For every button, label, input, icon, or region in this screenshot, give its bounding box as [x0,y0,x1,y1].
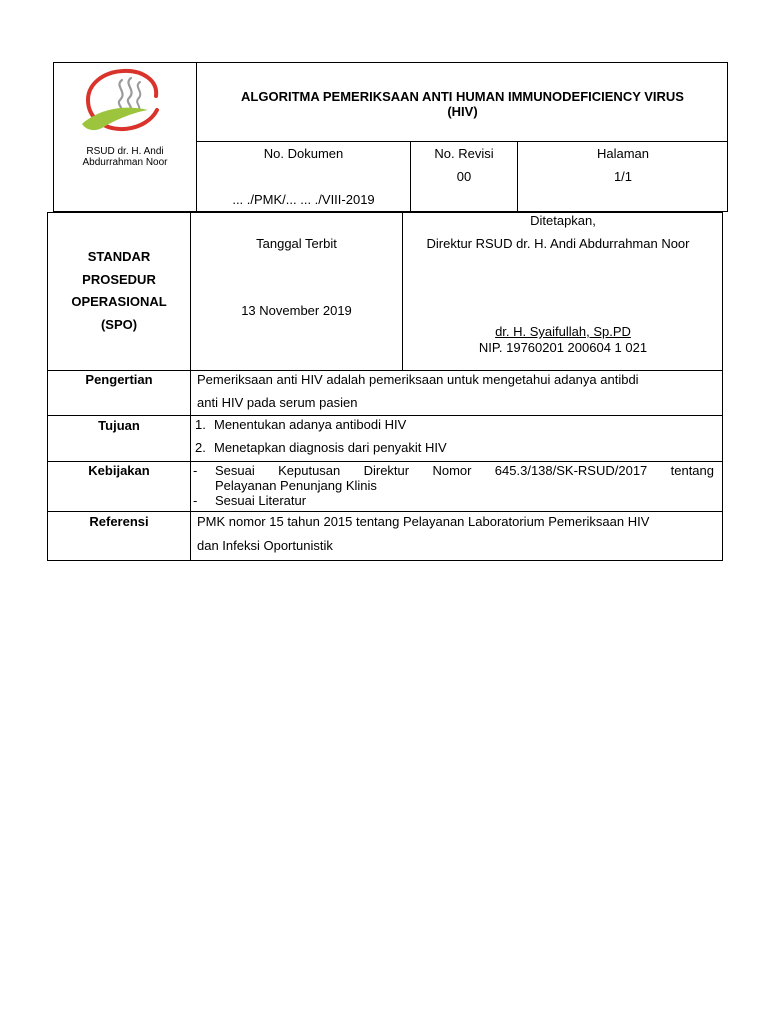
approver-name-text: dr. H. Syaifullah, Sp.PD [495,324,631,339]
spo-label [48,246,190,336]
kebijakan-item1-line2: Pelayanan Penunjang Klinis [215,478,377,493]
approver-nip: NIP. 19760201 200604 1 021 [478,340,648,355]
referensi-label: Referensi [89,514,149,529]
kebijakan-label: Kebijakan [88,463,150,478]
tujuan-label: Tujuan [98,418,140,433]
pengertian-line1: Pemeriksaan anti HIV adalah pemeriksaan untuk mengetahui adanya antibdi [197,372,639,387]
row-divider-1 [47,370,723,371]
header-divider-title [196,141,728,142]
referensi-line1: PMK nomor 15 tahun 2015 tentang Pelayanan Laboratorium Pemeriksaan HIV [197,514,650,529]
row-divider-4 [47,511,723,512]
approved-label: Ditetapkan, [530,213,596,228]
kebijakan-item1-bullet: - [193,463,198,478]
hospital-name [56,146,194,168]
header-divider-logo [196,62,197,212]
hospital-name-line1: RSUD dr. H. Andi [86,146,164,157]
hospital-logo [78,66,174,140]
pengertian-label: Pengertian [85,372,153,387]
tujuan-item1-number: 1. [195,417,206,432]
page-value: 1/1 [613,169,633,184]
tujuan-item2-number: 2. [195,440,206,455]
pengertian-line2: anti HIV pada serum pasien [197,395,358,410]
kebijakan-item2: Sesuai Literatur [215,493,307,508]
approver-title: Direktur RSUD dr. H. Andi Abdurrahman Noor [426,236,690,251]
page-label: Halaman [596,146,650,161]
approver-name [403,324,723,340]
spo-label-line3: OPERASIONAL [71,294,167,309]
row-divider-3 [47,461,723,462]
spo-label-line2: PROSEDUR [82,271,156,287]
tujuan-item2: Menetapkan diagnosis dari penyakit HIV [214,440,447,455]
row-divider-2 [47,415,723,416]
revision-value: 00 [456,169,472,184]
kebijakan-item1-line1: Sesuai Keputusan Direktur Nomor 645.3/138/SK-RSUD/2017 tentang [215,463,714,478]
revision-label: No. Revisi [434,146,494,161]
kebijakan-item2-bullet: - [193,493,198,508]
document-title-line1: ALGORITMA PEMERIKSAAN ANTI HUMAN IMMUNODEFICIENCY VIRUS [241,89,684,104]
referensi-line2: dan Infeksi Oportunistik [197,538,333,553]
issue-date-label: Tanggal Terbit [256,236,337,251]
doc-number-label: No. Dokumen [263,146,344,161]
spo-divider-label [190,212,191,561]
spo-label-line1: STANDAR [87,249,151,264]
document-title-line2: (HIV) [447,104,478,119]
document-title [197,89,728,119]
tujuan-item1: Menentukan adanya antibodi HIV [214,417,407,432]
doc-number-value: ... ./PMK/... ... ./VIII-2019 [232,192,375,207]
issue-date-value: 13 November 2019 [241,303,352,318]
spo-label-line4: (SPO) [100,316,138,332]
hospital-name-line2: Abdurrahman Noor [82,157,168,168]
